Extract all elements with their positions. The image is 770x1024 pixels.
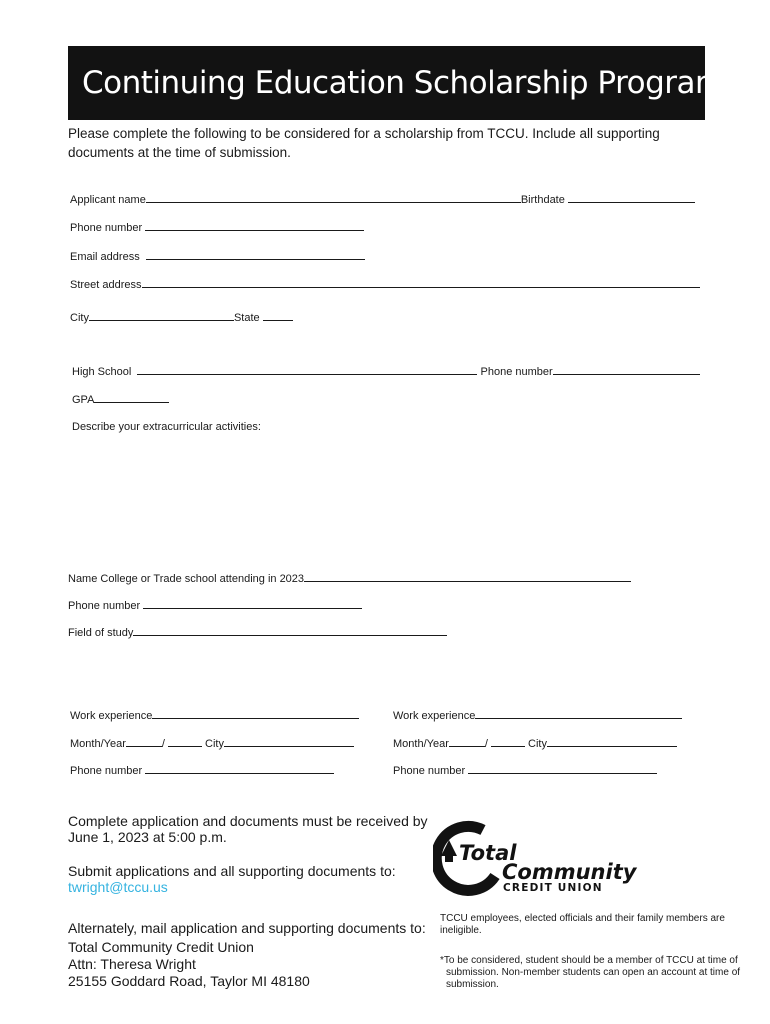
high-school-label: High School	[72, 366, 132, 378]
work-city-1-field[interactable]	[224, 738, 354, 747]
work-experience-2-label: Work experience	[393, 710, 476, 722]
slash-2: /	[484, 738, 488, 750]
deadline-line-2: June 1, 2023 at 5:00 p.m.	[68, 829, 227, 845]
mail-address: 25155 Goddard Road, Taylor MI 48180	[68, 973, 310, 989]
mail-attn: Attn: Theresa Wright	[68, 956, 196, 972]
activities-label: Describe your extracurricular activities:	[72, 421, 261, 433]
birthdate-field[interactable]	[568, 194, 695, 203]
street-label: Street address	[70, 279, 142, 291]
work-phone-2-label: Phone number	[393, 765, 466, 777]
hs-phone-field[interactable]	[553, 366, 700, 375]
deadline-line-1: Complete application and documents must be received by	[68, 813, 428, 829]
work-experience-2-field[interactable]	[475, 710, 682, 719]
state-field[interactable]	[263, 312, 293, 321]
phone-row	[70, 222, 364, 235]
hs-phone-label: Phone number	[480, 366, 553, 378]
month-1-field[interactable]	[126, 738, 162, 747]
email-field[interactable]	[146, 251, 365, 260]
work-experience-1-field[interactable]	[152, 710, 359, 719]
month-year-1-label: Month/Year	[70, 738, 126, 750]
college-phone-field[interactable]	[143, 600, 362, 609]
applicant-name-row	[70, 194, 695, 207]
month-year-2-label: Month/Year	[393, 738, 449, 750]
membership-note: *To be considered, student should be a member of TCCU at time of submission. Non-member students can open an account at time of submission.	[440, 955, 741, 990]
college-name-row	[68, 573, 631, 586]
applicant-name-field[interactable]	[146, 194, 521, 203]
logo-word-total: Total	[459, 841, 517, 865]
intro-text: Please complete the following to be considered for a scholarship from TCCU. Include all supporting documents at the time of submission.	[68, 126, 660, 160]
work-phone-1-field[interactable]	[145, 765, 334, 774]
activities-area[interactable]	[72, 438, 702, 563]
work-experience-1-label: Work experience	[70, 710, 153, 722]
email-row	[70, 251, 365, 264]
work-phone-1-row	[70, 765, 334, 778]
tccu-logo	[433, 818, 653, 898]
mail-org: Total Community Credit Union	[68, 939, 254, 955]
work-city-1-label: City	[205, 738, 224, 750]
work-city-2-label: City	[528, 738, 547, 750]
year-2-field[interactable]	[491, 738, 525, 747]
month-year-1-row	[70, 738, 354, 751]
tccu-logo-icon	[433, 818, 653, 898]
page-title: Continuing Education Scholarship Program	[82, 65, 725, 101]
city-label: City	[70, 312, 89, 324]
city-state-row	[70, 312, 293, 325]
eligibility-note: TCCU employees, elected officials and their family members are ineligible.	[440, 913, 725, 936]
work-experience-1-row	[70, 710, 359, 723]
gpa-label: GPA	[72, 394, 95, 406]
month-year-2-row	[393, 738, 677, 751]
submit-email-link[interactable]: twright@tccu.us	[68, 879, 168, 895]
mail-line: Alternately, mail application and supporting documents to:	[68, 920, 426, 936]
logo-word-community: Community	[502, 860, 637, 884]
street-field[interactable]	[142, 279, 700, 288]
gpa-field[interactable]	[94, 394, 169, 403]
field-of-study-label: Field of study	[68, 627, 134, 639]
year-1-field[interactable]	[168, 738, 202, 747]
work-phone-2-row	[393, 765, 657, 778]
high-school-field[interactable]	[137, 366, 477, 375]
month-2-field[interactable]	[449, 738, 485, 747]
applicant-name-label: Applicant name	[70, 194, 146, 206]
work-experience-2-row	[393, 710, 682, 723]
work-city-2-field[interactable]	[547, 738, 677, 747]
field-of-study-field[interactable]	[133, 627, 447, 636]
logo-word-credit-union: CREDIT UNION	[503, 882, 603, 894]
college-phone-row	[68, 600, 362, 613]
college-name-field[interactable]	[304, 573, 631, 582]
street-row	[70, 279, 700, 292]
slash-1: /	[161, 738, 165, 750]
high-school-row	[72, 366, 700, 379]
submit-line: Submit applications and all supporting documents to:	[68, 863, 396, 879]
work-phone-1-label: Phone number	[70, 765, 143, 777]
field-of-study-row	[68, 627, 447, 640]
phone-label: Phone number	[70, 222, 143, 234]
birthdate-label: Birthdate	[520, 194, 565, 206]
city-field[interactable]	[89, 312, 234, 321]
title-banner	[68, 46, 725, 120]
college-phone-label: Phone number	[68, 600, 141, 612]
work-phone-2-field[interactable]	[468, 765, 657, 774]
email-label: Email address	[70, 251, 140, 263]
phone-field[interactable]	[145, 222, 364, 231]
state-label: State	[233, 312, 260, 324]
gpa-row	[72, 394, 169, 407]
college-name-label: Name College or Trade school attending in 2023	[68, 573, 305, 585]
